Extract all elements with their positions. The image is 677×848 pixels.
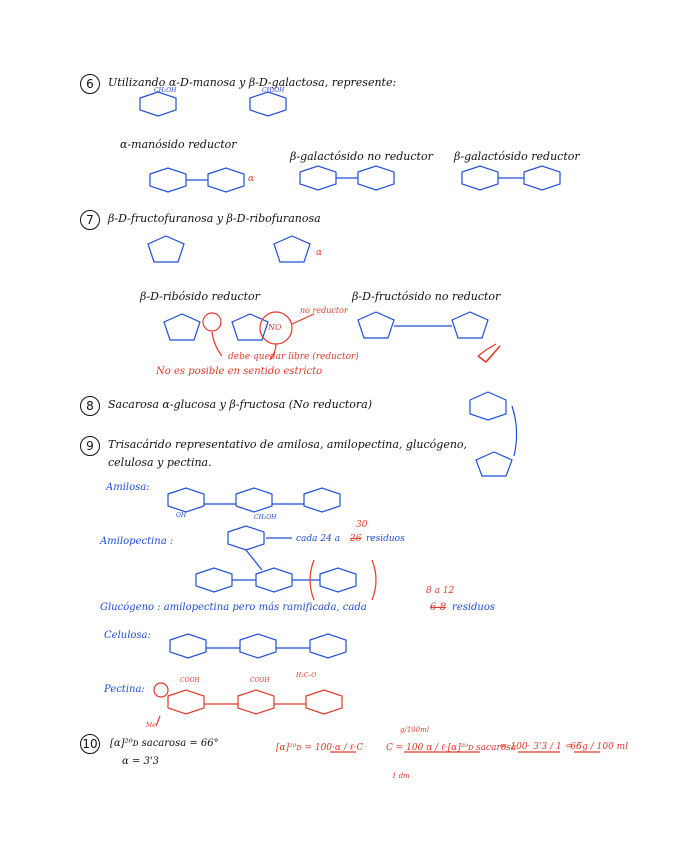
branch-new: 30 bbox=[356, 520, 368, 530]
q6-sub1: α-manósido reductor bbox=[120, 138, 237, 151]
q6-label: CH₂OH bbox=[154, 87, 177, 94]
branch-suffix: residuos bbox=[366, 534, 405, 544]
q7-note2: debe quedar libre (reductor) bbox=[228, 352, 359, 362]
q10-lhs: [α]²⁰ᴅ sacarosa = 66° bbox=[110, 738, 219, 749]
pectin-label: Pectina: bbox=[104, 684, 145, 695]
no-mark: NO bbox=[268, 323, 282, 332]
beta-galactoside-nonreducing-rings bbox=[300, 166, 394, 190]
q9-prompt-line1: Trisacárido representativo de amilosa, amilopectina, glucógeno, bbox=[108, 438, 468, 451]
question-number-6: 6 bbox=[80, 74, 100, 94]
oh-label: OH bbox=[176, 512, 187, 519]
alpha-mark: α bbox=[248, 174, 255, 184]
cellulose-rings bbox=[170, 634, 346, 658]
sucrose-rings bbox=[470, 392, 517, 476]
q10-unit1: g/100ml bbox=[400, 726, 430, 734]
q7-sub1: β-D-ribósido reductor bbox=[140, 290, 260, 303]
q8-prompt: Sacarosa α-glucosa y β-fructosa (No reductora) bbox=[108, 398, 373, 411]
q9-prompt-line2: celulosa y pectina. bbox=[108, 456, 212, 469]
q7-prompt: β-D-fructofuranosa y β-D-ribofuranosa bbox=[108, 212, 321, 225]
q6-sub2: β-galactósido no reductor bbox=[290, 150, 433, 163]
q10-eq2: C = 100 α / ℓ·[α]²⁰ᴅ sacarosa bbox=[386, 743, 517, 753]
q6-label: CH₂OH bbox=[262, 87, 285, 94]
beta-galactoside-reducing-rings bbox=[462, 166, 560, 190]
question-number-7: 7 bbox=[80, 210, 100, 230]
branch-note: cada 24 a bbox=[296, 534, 341, 544]
glycogen-suffix: residuos bbox=[452, 602, 496, 613]
amylose-label: Amilosa: bbox=[106, 482, 150, 493]
ring-galactose bbox=[250, 92, 286, 116]
cellulose-label: Celulosa: bbox=[104, 630, 151, 641]
pectin-me: Me bbox=[146, 722, 156, 729]
amylose-rings bbox=[168, 488, 340, 512]
glycogen-new: 8 a 12 bbox=[426, 586, 455, 596]
alpha-mark: α bbox=[316, 248, 323, 258]
pectin-rings bbox=[154, 683, 342, 726]
fructoside-rings bbox=[358, 312, 488, 338]
glycogen-label: Glucógeno : amilopectina pero más ramificada, cada bbox=[100, 602, 367, 613]
question-number-10: 10 bbox=[80, 734, 100, 754]
ring-mannose bbox=[140, 92, 176, 116]
alpha-mannoside-rings bbox=[150, 168, 244, 192]
q7-sub2: β-D-fructósido no reductor bbox=[352, 290, 501, 303]
q10-eq3: = 100· 3'3 / 1 · 66 bbox=[500, 742, 582, 752]
question-number-9: 9 bbox=[80, 436, 100, 456]
q7-note1: no reductor bbox=[300, 306, 348, 315]
q6-prompt: Utilizando α-D-manosa y β-D-galactosa, represente: bbox=[108, 76, 397, 89]
branch-old: 26 bbox=[350, 534, 362, 544]
pectin-cooh: COOH bbox=[250, 677, 270, 684]
q10-eq4: = 5g / 100 ml bbox=[566, 742, 629, 752]
pectin-cooh: COOH bbox=[180, 677, 200, 684]
question-number-8: 8 bbox=[80, 396, 100, 416]
q10-unit2: 1 dm bbox=[392, 772, 410, 780]
amylopectin-label: Amilopectina : bbox=[100, 536, 174, 547]
glycogen-old: 6-8 bbox=[430, 602, 447, 613]
q7-note3: No es posible en sentido estricto bbox=[156, 366, 323, 377]
riboside-rings bbox=[164, 314, 268, 340]
furanose-rings bbox=[148, 236, 310, 262]
ch2oh-label: CH₂OH bbox=[254, 514, 277, 521]
pectin-ester: H₃C–O bbox=[296, 672, 317, 679]
q10-alpha-value: α = 3'3 bbox=[122, 756, 159, 767]
q6-sub3: β-galactósido reductor bbox=[454, 150, 580, 163]
q10-eq1: [α]²⁰ᴅ = 100·α / ℓ·C bbox=[276, 743, 364, 753]
